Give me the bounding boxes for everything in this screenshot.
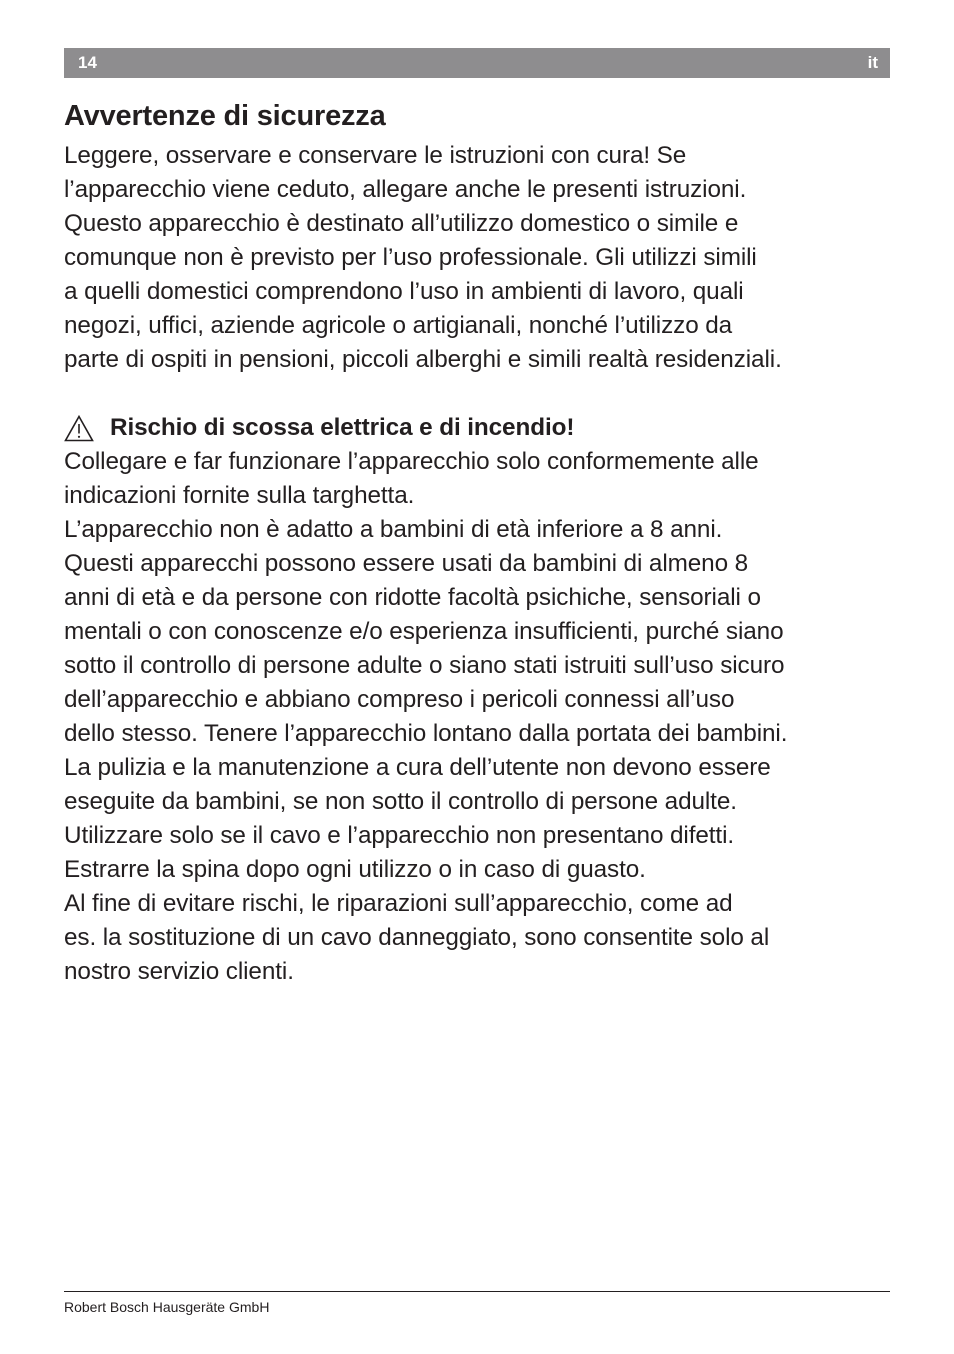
- text-line: eseguite da bambini, se non sotto il controllo di persone adulte.: [64, 788, 737, 815]
- text-line: mentali o con conoscenze e/o esperienza insufficienti, purché siano: [64, 618, 784, 645]
- warning-section: [64, 411, 904, 989]
- text-line: parte di ospiti in pensioni, piccoli alberghi e simili realtà residenziali.: [64, 346, 782, 373]
- text-line: Questo apparecchio è destinato all’utilizzo domestico o simile e: [64, 210, 739, 237]
- text-line: Utilizzare solo se il cavo e l’apparecchio non presentano difetti.: [64, 822, 735, 849]
- text-line: anni di età e da persone con ridotte facoltà psichiche, sensoriali o: [64, 584, 761, 611]
- page-header-bar: [64, 48, 890, 78]
- page-title: Avvertenze di sicurezza: [64, 100, 386, 132]
- text-line: Leggere, osservare e conservare le istruzioni con cura! Se: [64, 142, 687, 169]
- language-code: it: [867, 53, 878, 72]
- text-line: sotto il controllo di persone adulte o siano stati istruiti sull’uso sicuro: [64, 652, 785, 679]
- warning-triangle-icon: [64, 415, 94, 442]
- text-line: dell’apparecchio e abbiano compreso i pericoli connessi all’uso: [64, 686, 735, 713]
- text-line: dello stesso. Tenere l’apparecchio lontano dalla portata dei bambini.: [64, 720, 788, 747]
- text-line: nostro servizio clienti.: [64, 958, 294, 985]
- intro-paragraph: [64, 139, 904, 377]
- text-line: Al fine di evitare rischi, le riparazioni sull’apparecchio, come ad: [64, 890, 733, 917]
- text-line: indicazioni fornite sulla targhetta.: [64, 482, 415, 509]
- warning-heading: [64, 411, 904, 445]
- footer-company: Robert Bosch Hausgeräte GmbH: [64, 1299, 270, 1315]
- text-line: Collegare e far funzionare l’apparecchio solo conformemente alle: [64, 448, 759, 475]
- text-line: a quelli domestici comprendono l’uso in ambienti di lavoro, quali: [64, 278, 744, 305]
- text-line: Estrarre la spina dopo ogni utilizzo o in caso di guasto.: [64, 856, 646, 883]
- text-line: negozi, uffici, aziende agricole o artigianali, nonché l’utilizzo da: [64, 312, 733, 339]
- text-line: La pulizia e la manutenzione a cura dell’utente non devono essere: [64, 754, 771, 781]
- text-line: es. la sostituzione di un cavo danneggiato, sono consentite solo al: [64, 924, 770, 951]
- footer-divider: [64, 1291, 890, 1292]
- text-line: Questi apparecchi possono essere usati da bambini di almeno 8: [64, 550, 749, 577]
- page-number: 14: [78, 53, 97, 72]
- text-line: L’apparecchio non è adatto a bambini di età inferiore a 8 anni.: [64, 516, 723, 543]
- warning-heading-text: Rischio di scossa elettrica e di incendio!: [110, 414, 575, 441]
- text-line: l’apparecchio viene ceduto, allegare anche le presenti istruzioni.: [64, 176, 747, 203]
- text-line: comunque non è previsto per l’uso professionale. Gli utilizzi simili: [64, 244, 757, 271]
